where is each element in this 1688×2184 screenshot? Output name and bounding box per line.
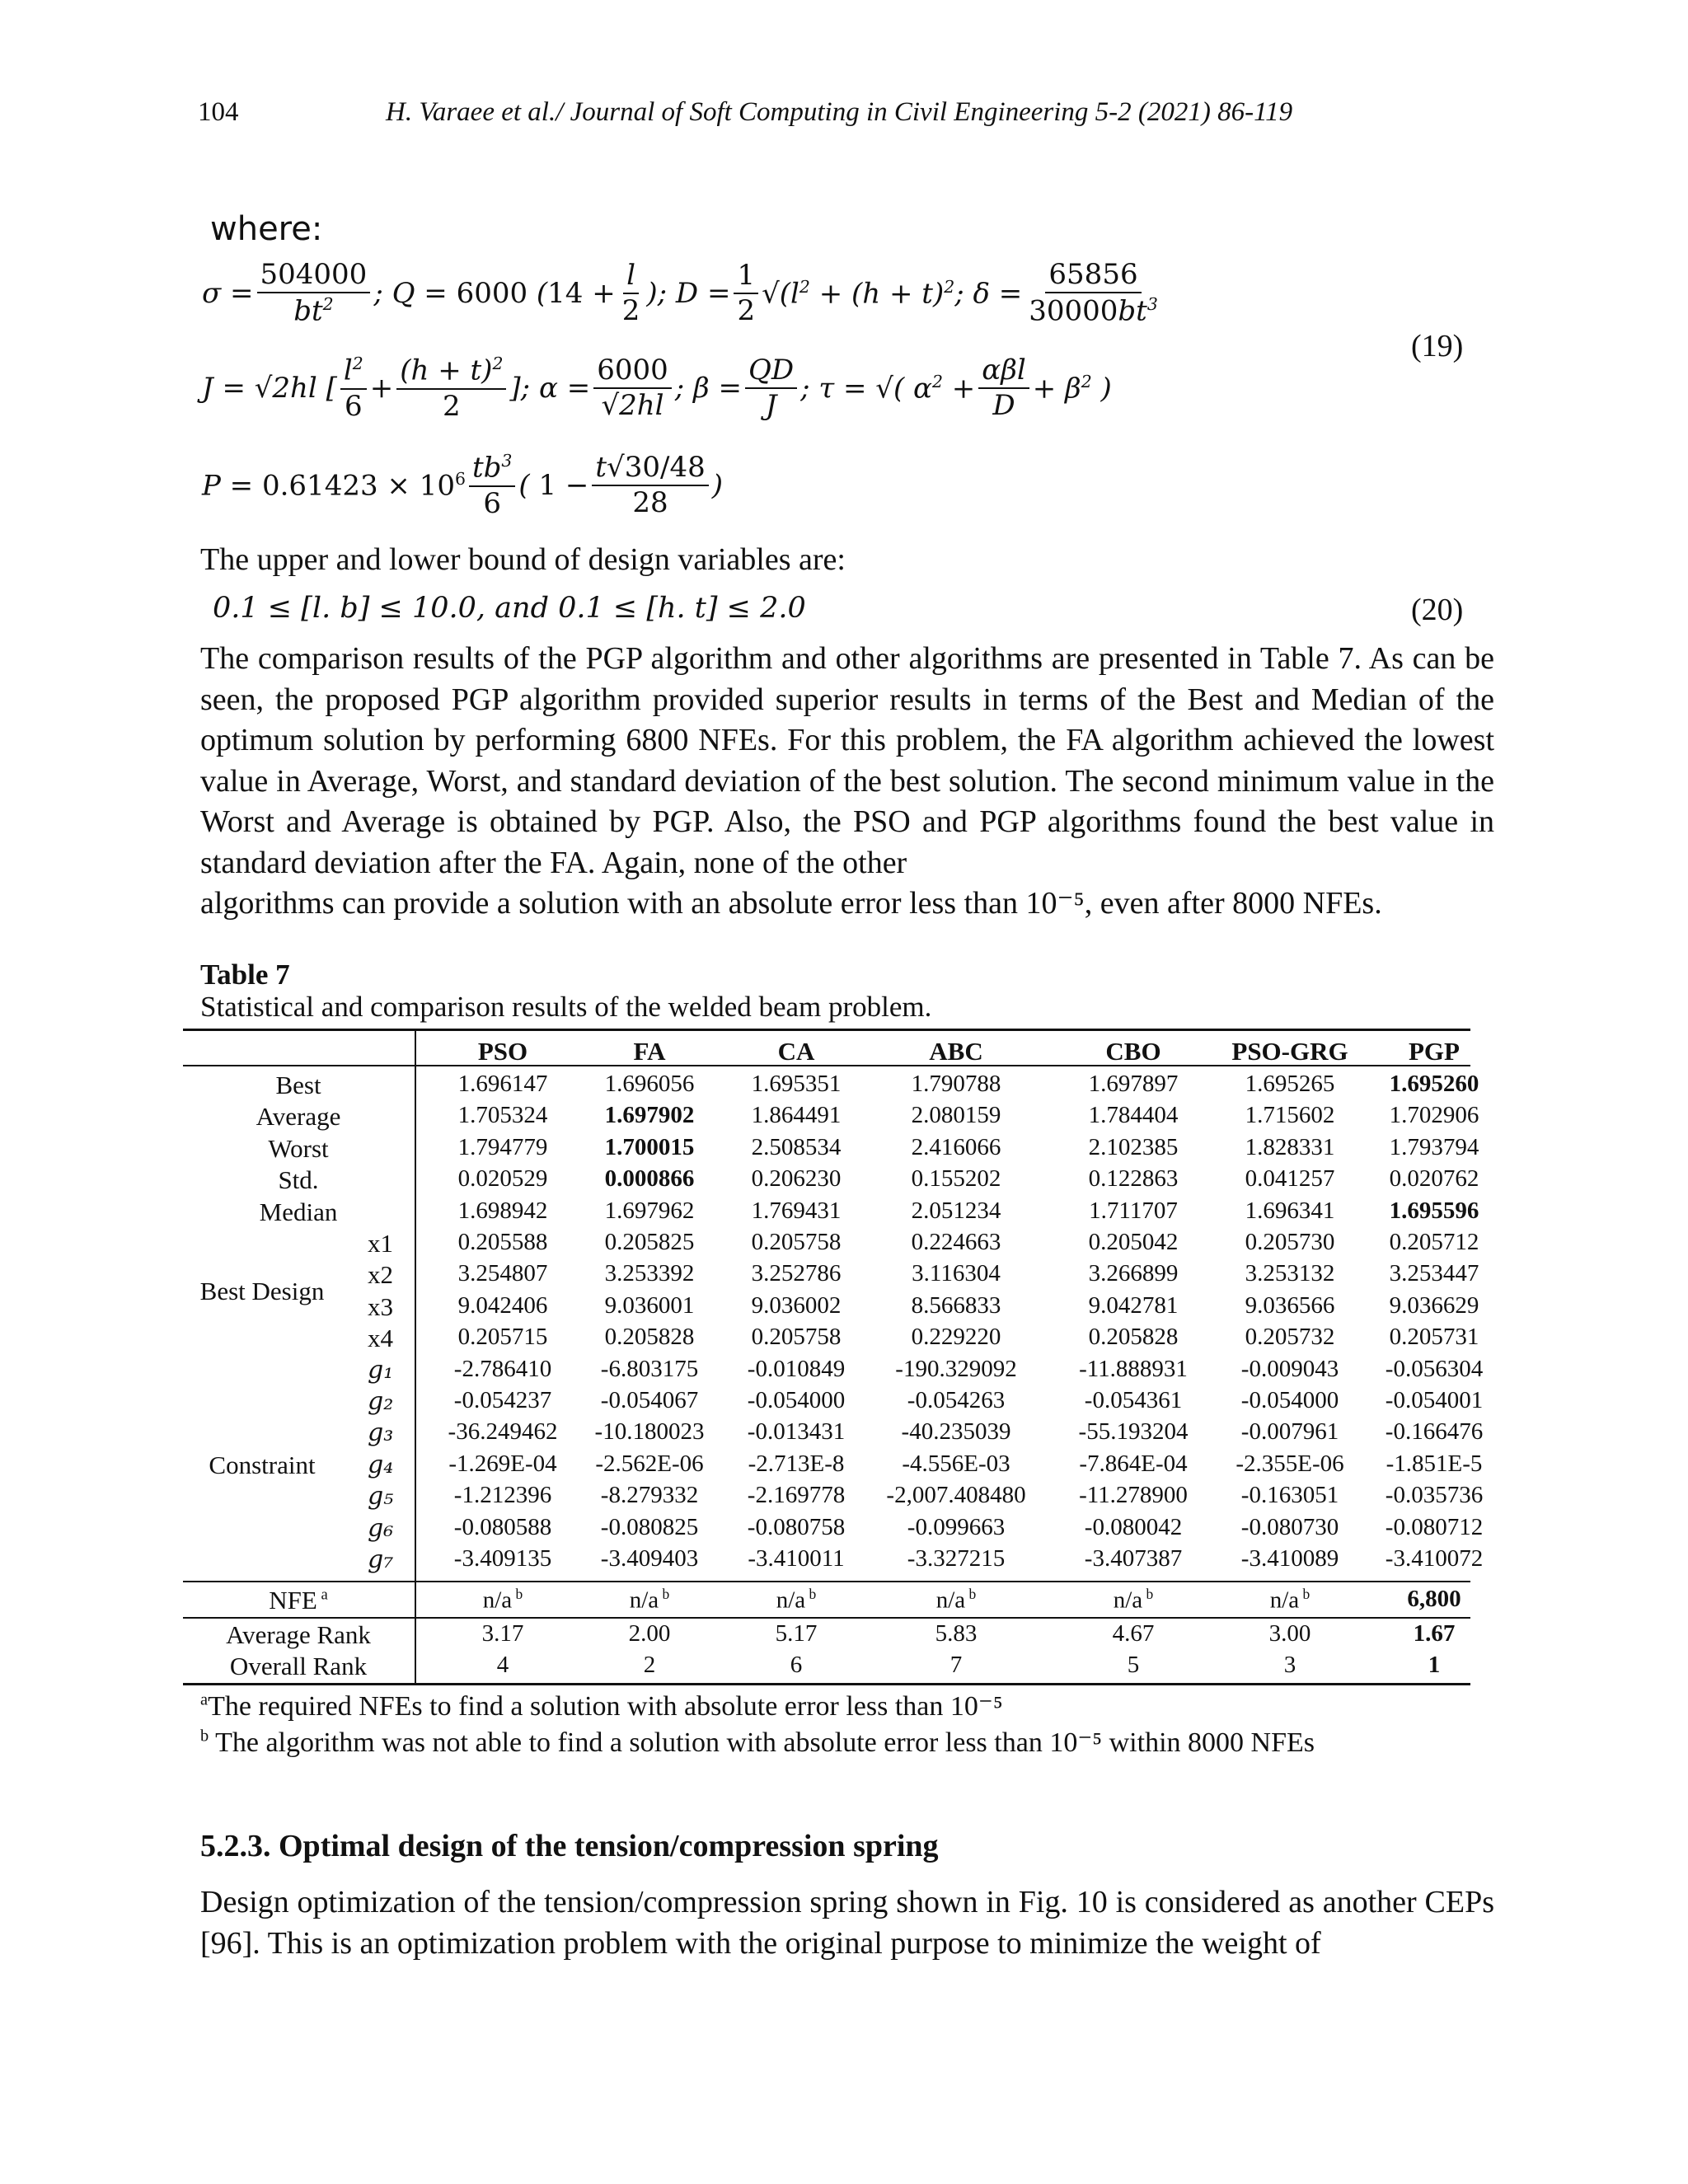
group-label-constraint: Constraint [209, 1450, 316, 1479]
column-header: PSO-GRG [1231, 1037, 1348, 1066]
group-label-best-design: Best Design [199, 1276, 325, 1305]
table-cell-nfe [1217, 1586, 1362, 1615]
table-cell: -3.410089 [1240, 1545, 1339, 1572]
table-cell: 0.205758 [751, 1229, 842, 1255]
table-cell-nfe [1061, 1586, 1206, 1615]
nfe-value: n/a [629, 1586, 659, 1614]
table-cell: 0.000866 [604, 1165, 695, 1193]
table-cell: 0.229220 [911, 1324, 1001, 1351]
row-sublabel: x4 [368, 1324, 393, 1353]
table-cell-rank: 5.83 [935, 1620, 978, 1647]
table-cell: -1.851E-5 [1386, 1450, 1483, 1477]
table-cell: -10.180023 [594, 1418, 705, 1446]
table-cell-rank: 3.17 [481, 1620, 524, 1647]
row-sublabel: g₆ [368, 1513, 394, 1543]
table-cell: 2.102385 [1088, 1133, 1179, 1160]
table-cell: -40.235039 [901, 1418, 1011, 1446]
table-cell: 1.790788 [911, 1071, 1001, 1097]
table-cell: 2.080159 [911, 1102, 1001, 1129]
nfe-value: n/a [1113, 1586, 1143, 1614]
row-sublabel: x2 [368, 1260, 393, 1290]
table-cell: 3.254807 [457, 1260, 548, 1287]
table-cell: 1.864491 [751, 1102, 842, 1129]
table-cell: 3.266899 [1088, 1260, 1179, 1287]
equation-line-3: $P = 0.61423 \times 10^6$ $\frac{tb^3}{6}$ ( 1 − $\frac{t√30/48}{28}$ ) [202, 450, 723, 520]
table-cell: 9.036629 [1389, 1291, 1479, 1319]
table-cell: 0.020529 [457, 1165, 548, 1193]
table-cell: -2,007.408480 [886, 1482, 1026, 1509]
table-cell: 0.205758 [751, 1324, 842, 1351]
table-cell-nfe [724, 1586, 869, 1615]
table-cell: -0.080730 [1240, 1513, 1339, 1540]
table-cell: 1.794779 [457, 1133, 548, 1160]
row-sublabel: g₅ [368, 1482, 394, 1511]
table-cell: 0.206230 [751, 1165, 842, 1193]
table-cell: -0.054067 [600, 1387, 699, 1413]
table-cell: 0.205732 [1245, 1324, 1335, 1351]
table-cell: 1.793794 [1389, 1133, 1479, 1160]
table-cell: 2.508534 [751, 1133, 842, 1160]
row-sublabel: g₇ [368, 1545, 394, 1574]
table-cell: -3.407387 [1084, 1545, 1183, 1572]
where-label: where: [210, 210, 323, 248]
row-label: Std. [278, 1165, 319, 1195]
column-header: FA [633, 1037, 666, 1066]
table-cell-rank: 2.00 [628, 1620, 671, 1647]
spring-paragraph: Design optimization of the tension/compression spring shown in Fig. 10 is considered as another CEPs [96]. This is an optimization problem with the original purpose to minimize the weight of [200, 1885, 1494, 1961]
table-cell: -0.054001 [1385, 1387, 1484, 1413]
table-cell: 1.697962 [604, 1197, 695, 1224]
table-cell: 8.566833 [911, 1291, 1001, 1319]
table-cell-rank: 4.67 [1112, 1620, 1155, 1647]
table-cell: 0.224663 [911, 1229, 1001, 1255]
table-cell-rank: 6 [790, 1652, 803, 1678]
row-sublabel: g₃ [368, 1418, 394, 1448]
nfe-value: n/a [776, 1586, 806, 1614]
nfe-label [269, 1586, 327, 1615]
table-cell: -6.803175 [600, 1355, 699, 1382]
equation-line-2: J = √2hl [ $\frac{l^2}{6}$ + $\frac{(h + t)^2}{2}$ ]; α = $\frac{6000}{√2hl}$ ; β = $\frac{QD}{J}$ ; τ = √( $\alpha^2$ + $\frac{\text{αβl}}{D}$ + $\beta^2$ ) [202, 353, 1112, 423]
table-cell: 0.205588 [457, 1229, 548, 1255]
table-cell: -0.013431 [747, 1418, 846, 1446]
nfe-value: n/a [482, 1586, 513, 1614]
column-header: PSO [477, 1037, 528, 1066]
nfe-footnote-mark: b [805, 1586, 817, 1602]
table-cell-rank: 5 [1127, 1652, 1140, 1678]
table-cell: 3.253392 [604, 1260, 695, 1287]
table-cell: 1.697902 [604, 1102, 695, 1129]
table-cell: 9.042406 [457, 1291, 548, 1319]
footnote-b: $^b$ The algorithm was not able to find a solution with absolute error less than 10⁻⁵ within 8000 NFEs [200, 1727, 1315, 1758]
table-cell: 1.702906 [1389, 1102, 1479, 1129]
table-cell: -2.169778 [747, 1482, 846, 1509]
table-cell: 0.155202 [911, 1165, 1001, 1193]
results-paragraph-body: The comparison results of the PGP algorithm and other algorithms are presented in Table 7. As can be seen, the proposed PGP algorithm provided superior results in terms of the Best and Median of the optimum solution by performing 6800 NFEs. For this problem, the FA algorithm achieved the lowest value in Average, Worst, and standard deviation of the best solution. The second minimum value in the Worst and Average is obtained by PGP. Also, the PSO and PGP algorithms found the best value in standard deviation after the FA. Again, none of the other [200, 641, 1494, 880]
table-cell: -0.054000 [747, 1387, 846, 1413]
table-cell: 9.036566 [1245, 1291, 1335, 1319]
table-cell: 0.205825 [604, 1229, 695, 1255]
rank-row-label: Average Rank [226, 1620, 371, 1649]
table-cell: 1.695265 [1245, 1071, 1335, 1097]
column-header: ABC [929, 1037, 983, 1066]
nfe-footnote-mark: b [659, 1586, 670, 1602]
table-cell: 0.205712 [1389, 1229, 1479, 1255]
table-cell: -2.786410 [453, 1355, 552, 1382]
table-cell: -8.279332 [600, 1482, 699, 1509]
column-header: CA [777, 1037, 815, 1066]
table-cell-rank: 1.67 [1413, 1620, 1456, 1647]
table-cell: -0.166476 [1385, 1418, 1484, 1446]
table-cell: -0.080758 [747, 1513, 846, 1540]
table-cell: 1.697897 [1088, 1071, 1179, 1097]
table-cell: 1.715602 [1245, 1102, 1335, 1129]
table-cell: 0.205730 [1245, 1229, 1335, 1255]
table-cell: 0.205042 [1088, 1229, 1179, 1255]
table-cell: -0.080588 [453, 1513, 552, 1540]
table-cell: 0.205731 [1389, 1324, 1479, 1351]
table-cell: -0.099663 [907, 1513, 1006, 1540]
nfe-footnote-mark: b [1299, 1586, 1311, 1602]
table-nfe-rule [183, 1617, 1470, 1619]
table-title: Table 7 [200, 958, 290, 991]
table-cell: 1.698942 [457, 1197, 548, 1224]
table-cell: -0.010849 [747, 1355, 846, 1382]
table-cell: 1.696056 [604, 1071, 695, 1097]
table-cell: -3.327215 [907, 1545, 1006, 1572]
table-cell: 1.705324 [457, 1102, 548, 1129]
table-cell: 3.116304 [912, 1260, 1001, 1287]
equation-line-1: σ = $\frac{504000}{bt^2}$ ; Q = 6000 (14 + $\frac{l}{2}$ ); D = $\frac{1}{2}$ $√(l^2 + (h + t)^2$; δ = $\frac{65856}{30000bt^3}$ [202, 258, 1158, 328]
table-cell: 3.253447 [1389, 1260, 1479, 1287]
nfe-footnote-mark: b [965, 1586, 977, 1602]
table-cell: -11.278900 [1079, 1482, 1188, 1509]
table-cell: -0.080712 [1385, 1513, 1484, 1540]
row-sublabel: g₁ [368, 1355, 394, 1385]
row-sublabel: x1 [368, 1229, 393, 1258]
table-label-separator [415, 1031, 416, 1684]
table-cell: -0.054361 [1084, 1387, 1183, 1413]
table-cell-rank: 4 [496, 1652, 509, 1678]
table-cell: 3.252786 [751, 1260, 842, 1287]
table-cell: -36.249462 [448, 1418, 558, 1446]
table-cell: -7.864E-04 [1079, 1450, 1188, 1477]
table-cell-rank: 7 [950, 1652, 963, 1678]
nfe-value: n/a [935, 1586, 966, 1614]
table-cell-rank: 3.00 [1268, 1620, 1311, 1647]
nfe-value: n/a [1269, 1586, 1300, 1614]
table-cell: -3.410072 [1385, 1545, 1484, 1572]
table-cell-nfe [577, 1586, 722, 1615]
table-cell-rank: 1 [1428, 1652, 1441, 1678]
table-cell-nfe [884, 1586, 1029, 1615]
table-cell-rank: 3 [1283, 1652, 1296, 1678]
table-cell-nfe [430, 1586, 575, 1615]
table-cell: -2.713E-8 [748, 1450, 845, 1477]
table-cell: 0.041257 [1245, 1165, 1335, 1193]
table-cell-nfe [1362, 1586, 1507, 1613]
table-cell: 1.696147 [457, 1071, 548, 1097]
table-constraint-rule [183, 1581, 1470, 1582]
table-cell: 0.122863 [1088, 1165, 1179, 1193]
equation-20-number: (20) [1411, 593, 1464, 627]
table-cell: -0.035736 [1385, 1482, 1484, 1509]
table-cell: 1.784404 [1088, 1102, 1179, 1129]
table-cell: -0.054237 [453, 1387, 552, 1413]
table-cell: 9.036002 [751, 1291, 842, 1319]
table-cell: 1.695260 [1389, 1071, 1479, 1097]
row-label: Average [256, 1102, 341, 1132]
table-cell: 0.205828 [1088, 1324, 1179, 1351]
row-sublabel: g₄ [368, 1450, 394, 1479]
results-paragraph-last-line: algorithms can provide a solution with an absolute error less than 10⁻⁵, even after 8000 NFEs. [200, 886, 1382, 921]
table-cell: -3.409135 [453, 1545, 552, 1572]
table-cell: -0.080042 [1084, 1513, 1183, 1540]
table-cell: -11.888931 [1079, 1355, 1188, 1382]
table-cell: 1.711707 [1089, 1197, 1178, 1224]
table-cell: -1.212396 [453, 1482, 552, 1509]
table-cell: 1.696341 [1245, 1197, 1335, 1224]
table-top-rule [183, 1029, 1470, 1031]
table-cell: 1.695351 [751, 1071, 842, 1097]
bounds-equation: 0.1 ≤ [l. b] ≤ 10.0, and 0.1 ≤ [h. t] ≤ 2.0 [213, 592, 806, 625]
table-cell: 0.205715 [457, 1324, 548, 1351]
table-cell: 2.051234 [911, 1197, 1001, 1224]
table-cell: 9.036001 [604, 1291, 695, 1319]
table-cell-rank: 5.17 [775, 1620, 818, 1647]
table-cell: -190.329092 [895, 1355, 1017, 1382]
table-cell: 1.769431 [751, 1197, 842, 1224]
row-label: Best [275, 1071, 321, 1099]
footnote-a: $^a$The required NFEs to find a solution with absolute error less than 10⁻⁵ [200, 1690, 1003, 1722]
row-sublabel: g₂ [368, 1387, 394, 1416]
table-caption: Statistical and comparison results of the welded beam problem. [200, 991, 932, 1023]
journal-header: H. Varaee et al./ Journal of Soft Computing in Civil Engineering 5-2 (2021) 86-119 [386, 97, 1293, 127]
table-cell: -2.562E-06 [595, 1450, 704, 1477]
nfe-footnote-mark: b [1142, 1586, 1154, 1602]
table-cell: -55.193204 [1078, 1418, 1189, 1446]
table-cell: -0.080825 [600, 1513, 699, 1540]
table-cell: 9.042781 [1088, 1291, 1179, 1319]
table-cell: 1.828331 [1245, 1133, 1335, 1160]
nfe-label-text: NFE [269, 1586, 317, 1615]
section-heading: 5.2.3. Optimal design of the tension/compression spring [200, 1829, 939, 1863]
table-cell-rank: 2 [643, 1652, 656, 1678]
bounds-intro: The upper and lower bound of design variables are: [200, 542, 846, 577]
equation-19-number: (19) [1411, 329, 1464, 363]
row-sublabel: x3 [368, 1291, 393, 1321]
table-cell: 0.205828 [604, 1324, 695, 1351]
table-cell: -0.163051 [1240, 1482, 1339, 1509]
rank-row-label: Overall Rank [229, 1652, 368, 1680]
table-cell: -3.409403 [600, 1545, 699, 1572]
column-header: PGP [1409, 1037, 1460, 1066]
table-cell: -3.410011 [748, 1545, 845, 1572]
row-label: Median [259, 1197, 338, 1226]
table-cell: 1.695596 [1389, 1197, 1479, 1224]
table-bottom-rule [183, 1683, 1470, 1685]
table-cell: -0.007961 [1240, 1418, 1339, 1446]
table-cell: -0.056304 [1385, 1355, 1484, 1382]
table-cell: -0.054263 [907, 1387, 1006, 1413]
row-label: Worst [268, 1133, 329, 1163]
table-cell: 1.700015 [604, 1133, 695, 1160]
nfe-label-footnote-mark: a [316, 1586, 328, 1604]
table-cell: -2.355E-06 [1236, 1450, 1344, 1477]
results-paragraph [200, 639, 1494, 925]
table-cell: -0.009043 [1240, 1355, 1339, 1382]
table-cell: 0.020762 [1389, 1165, 1479, 1193]
nfe-value: 6,800 [1407, 1586, 1461, 1612]
nfe-footnote-mark: b [512, 1586, 523, 1602]
table-cell: 3.253132 [1245, 1260, 1335, 1287]
page-number: 104 [198, 97, 239, 127]
table-cell: 2.416066 [911, 1133, 1001, 1160]
table-cell: -0.054000 [1240, 1387, 1339, 1413]
table-cell: -4.556E-03 [902, 1450, 1010, 1477]
column-header: CBO [1105, 1037, 1161, 1066]
table-cell: -1.269E-04 [448, 1450, 557, 1477]
